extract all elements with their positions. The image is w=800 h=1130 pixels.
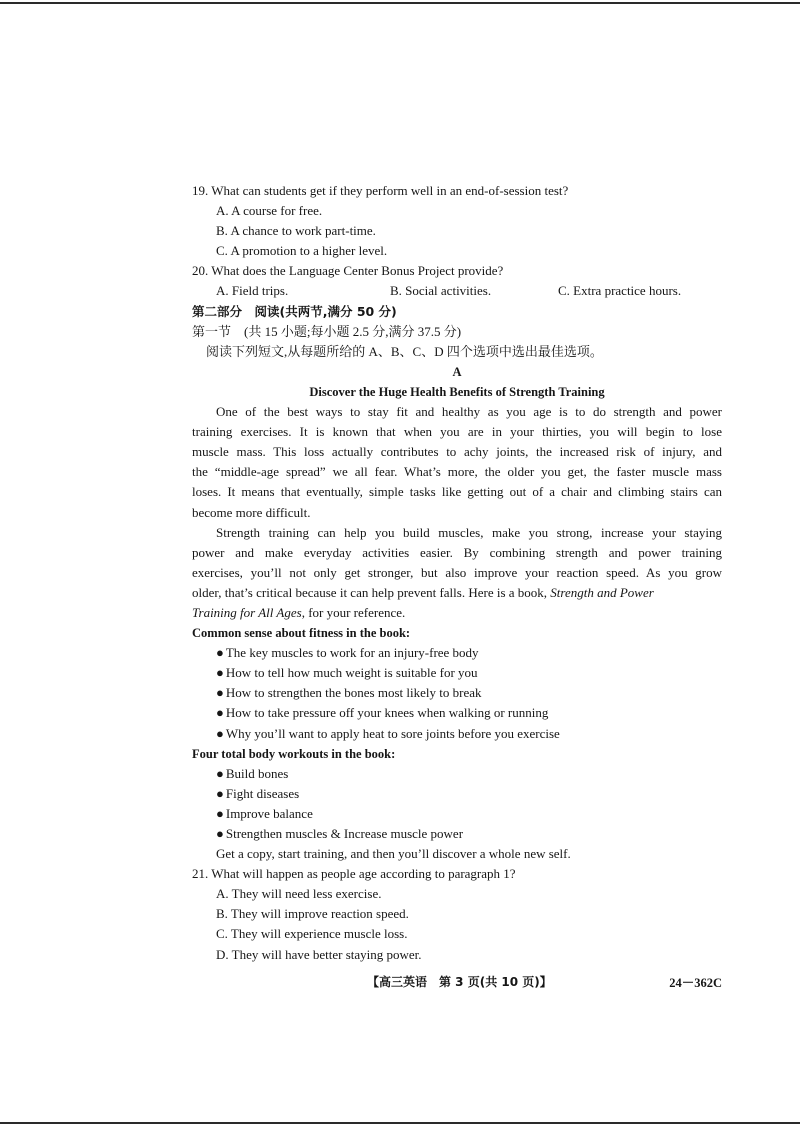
paragraph-1-line: training exercises. It is known that when you are in your thirties, you will begin to lose <box>192 424 722 440</box>
exam-page <box>192 181 722 991</box>
top-border <box>0 2 800 4</box>
question-20-options <box>192 281 722 301</box>
question-21-option-d: D. They will have better staying power. <box>216 946 422 962</box>
question-20-option-c: C. Extra practice hours. <box>558 283 682 299</box>
common-sense-item: ● How to strengthen the bones most likely to break <box>192 683 722 703</box>
page-number: 【高三英语 第 3 页(共 10 页)】 <box>367 974 552 989</box>
exam-code: 24－362C <box>669 975 722 990</box>
question-19-option-a: A. A course for free. <box>216 203 323 219</box>
question-20-option-b: B. Social activities. <box>390 283 492 299</box>
common-sense-heading: Common sense about fitness in the book: <box>192 626 411 641</box>
workout-item: ● Improve balance <box>192 804 722 824</box>
paragraph-2-ending: , for your reference. <box>301 604 406 620</box>
page-footer <box>192 965 722 991</box>
workout-item: ● Build bones <box>192 764 722 784</box>
question-21-option-a: A. They will need less exercise. <box>216 886 382 902</box>
paragraph-2-line <box>192 603 722 623</box>
paragraph-2-line: power and make everyday activities easier. By combining strength and power training <box>192 544 722 560</box>
paragraph-1-line: the “middle-age spread” we all fear. What’s more, the older you get, the faster muscle mass <box>192 464 722 480</box>
paragraph-1-line: become more difficult. <box>192 504 311 520</box>
passage-label: A <box>452 364 462 379</box>
paragraph-2-line <box>192 583 722 603</box>
question-21-option-b: B. They will improve reaction speed. <box>216 906 409 922</box>
question-21-option-c: C. They will experience muscle loss. <box>216 926 408 942</box>
paragraph-2-line: Strength training can help you build muscles, make you strong, increase your staying <box>216 524 722 540</box>
passage-title: Discover the Huge Health Benefits of Strength Training <box>309 384 605 399</box>
question-19-option-c: C. A promotion to a higher level. <box>216 243 388 259</box>
common-sense-item: ● How to take pressure off your knees when walking or running <box>192 703 722 723</box>
workout-item: ● Fight diseases <box>192 784 722 804</box>
workout-item: ● Strengthen muscles & Increase muscle power <box>192 824 722 844</box>
closing-sentence: Get a copy, start training, and then you’ll discover a whole new self. <box>216 846 571 862</box>
part-two-heading: 第二部分 阅读(共两节,满分 50 分) <box>192 303 397 319</box>
common-sense-item: ● Why you’ll want to apply heat to sore joints before you exercise <box>192 724 722 744</box>
paragraph-1-line: One of the best ways to stay fit and healthy as you age is to do strength and power <box>216 404 722 420</box>
question-19-option-b: B. A chance to work part-time. <box>216 223 376 239</box>
paragraph-2-line: exercises, you’ll not only get stronger, but also improve your reaction speed. As you grow <box>192 564 722 580</box>
common-sense-item: ● The key muscles to work for an injury-free body <box>192 643 722 663</box>
paragraph-1-line: loses. It means that eventually, simple tasks like getting out of a chair and climbing stairs can <box>192 484 722 500</box>
workouts-heading: Four total body workouts in the book: <box>192 746 396 761</box>
reading-instruction: 阅读下列短文,从每题所给的 A、B、C、D 四个选项中选出最佳选项。 <box>206 343 603 359</box>
paragraph-1-line: muscle mass. This loss actually contributes to achy joints, the increased risk of injury, and <box>192 444 722 460</box>
question-20-stem: 20. What does the Language Center Bonus Project provide? <box>192 263 504 279</box>
book-title: Strength and Power <box>550 584 654 600</box>
section-one-heading: 第一节 (共 15 小题;每小题 2.5 分,满分 37.5 分) <box>192 323 462 339</box>
book-title-continued: Training for All Ages <box>192 604 302 620</box>
question-20-option-a: A. Field trips. <box>216 283 289 299</box>
bottom-border <box>0 1122 800 1124</box>
question-21-stem: 21. What will happen as people age according to paragraph 1? <box>192 866 516 882</box>
common-sense-item: ● How to tell how much weight is suitable for you <box>192 663 722 683</box>
question-19-stem: 19. What can students get if they perform well in an end-of-session test? <box>192 183 569 198</box>
paragraph-2-text: older, that’s critical because it can help prevent falls. Here is a book, <box>192 584 548 600</box>
